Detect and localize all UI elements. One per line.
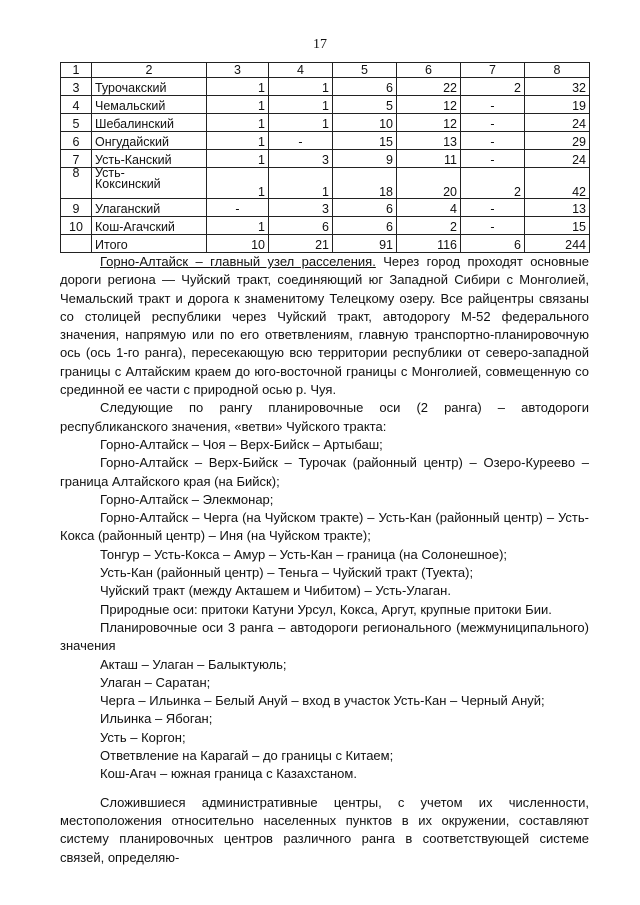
paragraph: Природные оси: притоки Катуни Урсул, Кокса, Аргут, крупные притоки Бии.	[100, 601, 552, 617]
table-cell: 6	[333, 199, 397, 217]
table-cell: 1	[269, 114, 333, 132]
table-cell: 116	[397, 235, 461, 253]
table-cell: 2	[461, 168, 525, 199]
header-cell: 3	[207, 63, 269, 78]
table-row	[61, 168, 590, 199]
row-number: 8	[61, 168, 92, 199]
table-cell: 3	[269, 150, 333, 168]
page-number: 17	[313, 37, 327, 52]
paragraph: Сложившиеся административные центры, с учетом их численности, местоположения относительно населенных пунктов в их окружении, составляют систему планировочных центров различного ранга в соответствующей системе связей, определяю-	[60, 794, 589, 865]
table-cell: 13	[397, 132, 461, 150]
paragraph-text: Через город проходят основные дороги региона — Чуйский тракт, соединяющий юг Западной Сибири с Монголией, Чемальский тракт и дорога к знаменитому Телецкому озеру. Все райцентры связаны со столицей республики через Чуйский тракт, автодорогу М-52 федерального значения, напрямую или по его ответвлениям, главную транспортно-планировочную ось (ось 1-го ранга), пересекающую всю территории республики от северо-западной границы с Алтайским краем до юго-восточной границы с Монголией, совмещенную со срединной ее части с природной осью р. Чуя.	[60, 254, 589, 398]
row-number: 4	[61, 96, 92, 114]
header-cell: 1	[61, 63, 92, 78]
table-cell: -	[461, 132, 525, 150]
table-row	[61, 199, 590, 217]
table-cell: 1	[207, 168, 269, 199]
table-cell: 1	[207, 114, 269, 132]
total-label: Итого	[92, 235, 207, 253]
table-cell: -	[461, 114, 525, 132]
table-cell: 15	[525, 217, 590, 235]
district-name: Улаганский	[92, 199, 207, 217]
table-cell: 6	[269, 217, 333, 235]
header-cell: 4	[269, 63, 333, 78]
table-total-row	[61, 235, 590, 253]
row-number: 10	[61, 217, 92, 235]
row-number	[61, 235, 92, 253]
table-cell: 1	[207, 96, 269, 114]
route-line: Кош-Агач – южная граница с Казахстаном.	[100, 766, 357, 782]
paragraph: Тонгур – Усть-Кокса – Амур – Усть-Кан – граница (на Солонешное);	[100, 546, 508, 562]
table-cell: 6	[461, 235, 525, 253]
paragraph: Горно-Алтайск – Верх-Бийск – Турочак (районный центр) – Озеро-Куреево – граница Алтайского края (на Бийск);	[60, 455, 589, 489]
table-cell: -	[461, 96, 525, 114]
table-cell: 32	[525, 78, 590, 96]
district-name: Турочакский	[92, 78, 207, 96]
district-name: Кош-Агачский	[92, 217, 207, 235]
table-cell: 5	[333, 96, 397, 114]
table-cell: 4	[397, 199, 461, 217]
table-cell: 13	[525, 199, 590, 217]
table-row	[61, 217, 590, 235]
table-row	[61, 78, 590, 96]
table-row	[61, 132, 590, 150]
table-cell: 6	[333, 217, 397, 235]
table-cell: 42	[525, 168, 590, 199]
header-cell: 6	[397, 63, 461, 78]
table-cell: 1	[269, 78, 333, 96]
route-line: Ответвление на Карагай – до границы с Китаем;	[100, 748, 394, 764]
table-cell: 1	[207, 217, 269, 235]
table-cell: 18	[333, 168, 397, 199]
route-line: Усть – Коргон;	[100, 729, 186, 745]
table-cell: 6	[333, 78, 397, 96]
district-name: Онгудайский	[92, 132, 207, 150]
table-cell: 22	[397, 78, 461, 96]
table-cell: 11	[397, 150, 461, 168]
row-number: 3	[61, 78, 92, 96]
header-cell: 7	[461, 63, 525, 78]
table-cell: 1	[207, 132, 269, 150]
table-header-row	[61, 63, 590, 78]
table-cell: 20	[397, 168, 461, 199]
table-cell: 1	[269, 168, 333, 199]
paragraph: Планировочные оси 3 ранга – автодороги регионального (межмуниципального) значения	[60, 619, 589, 654]
header-cell: 8	[525, 63, 590, 78]
row-number: 7	[61, 150, 92, 168]
paragraph: Усть-Кан (районный центр) – Теньга – Чуйский тракт (Туекта);	[100, 565, 474, 581]
table-cell: 244	[525, 235, 590, 253]
paragraph: Горно-Алтайск – Элекмонар;	[100, 491, 274, 507]
header-cell: 5	[333, 63, 397, 78]
table-cell: -	[461, 150, 525, 168]
table-row	[61, 114, 590, 132]
paragraph	[60, 253, 589, 399]
table-cell: 12	[397, 114, 461, 132]
table-cell: -	[461, 199, 525, 217]
row-number: 9	[61, 199, 92, 217]
body-text	[60, 253, 589, 867]
table-cell: 1	[207, 150, 269, 168]
table-cell: 24	[525, 114, 590, 132]
table-cell: 21	[269, 235, 333, 253]
route-line: Черга – Ильинка – Белый Ануй – вход в участок Усть-Кан – Черный Ануй;	[100, 693, 545, 709]
header-cell: 2	[92, 63, 207, 78]
table-cell: -	[461, 217, 525, 235]
table-cell: 1	[269, 96, 333, 114]
table-cell: 15	[333, 132, 397, 150]
table-cell: 3	[269, 199, 333, 217]
table-cell: 2	[461, 78, 525, 96]
paragraph: Горно-Алтайск – Чоя – Верх-Бийск – Артыбаш;	[100, 436, 383, 452]
row-number: 5	[61, 114, 92, 132]
section-heading: Горно-Алтайск – главный узел расселения.	[100, 254, 376, 269]
table-row	[61, 150, 590, 168]
district-name: Усть-Канский	[92, 150, 207, 168]
table-cell: 29	[525, 132, 590, 150]
district-name: Чемальский	[92, 96, 207, 114]
district-name: Шебалинский	[92, 114, 207, 132]
settlements-table	[60, 62, 590, 253]
table-cell: 10	[207, 235, 269, 253]
table-cell: 24	[525, 150, 590, 168]
route-line: Ильинка – Ябоган;	[100, 711, 213, 727]
district-name: Усть- Коксинский	[92, 168, 207, 199]
table-cell: -	[207, 199, 269, 217]
paragraph: Следующие по рангу планировочные оси (2 ранга) – автодороги республиканского значения, «ветви» Чуйского тракта:	[60, 400, 589, 434]
route-line: Улаган – Саратан;	[100, 674, 211, 690]
table-cell: 19	[525, 96, 590, 114]
paragraph: Чуйский тракт (между Акташем и Чибитом) – Усть-Улаган.	[100, 583, 451, 599]
table-row	[61, 96, 590, 114]
route-line: Акташ – Улаган – Балыктуюль;	[100, 656, 287, 672]
table-cell: -	[269, 132, 333, 150]
row-number: 6	[61, 132, 92, 150]
table-cell: 12	[397, 96, 461, 114]
table-cell: 9	[333, 150, 397, 168]
table-cell: 2	[397, 217, 461, 235]
table-cell: 91	[333, 235, 397, 253]
paragraph: Горно-Алтайск – Черга (на Чуйском тракте) – Усть-Кан (районный центр) – Усть-Кокса (районный центр) – Иня (на Чуйском тракте);	[60, 510, 589, 544]
table-cell: 1	[207, 78, 269, 96]
table-cell: 10	[333, 114, 397, 132]
